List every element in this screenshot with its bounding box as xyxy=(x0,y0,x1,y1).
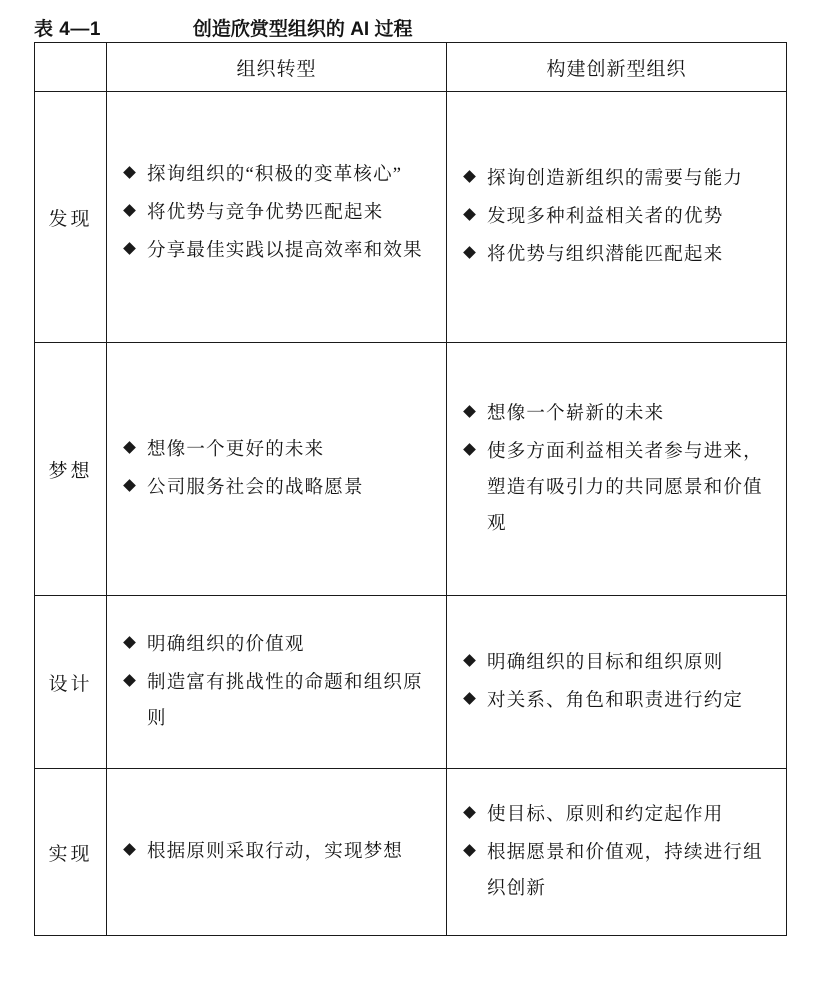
table-caption xyxy=(0,0,819,40)
list-item-text: 根据原则采取行动，实现梦想 xyxy=(147,842,404,862)
list-item-text: 想像一个崭新的未来 xyxy=(487,404,665,424)
list-item-text: 公司服务社会的战略愿景 xyxy=(147,478,364,498)
cell-deliver-transform xyxy=(107,769,447,936)
list-item xyxy=(123,233,434,269)
table-header xyxy=(35,43,787,92)
list-item-text: 使目标、原则和约定起作用 xyxy=(487,805,724,825)
bullet-list xyxy=(447,378,786,560)
bullet-list xyxy=(447,627,786,737)
diamond-bullet-icon xyxy=(463,654,476,667)
list-item-text: 制造富有挑战性的命题和组织原则 xyxy=(147,673,423,729)
bullet-list xyxy=(447,779,786,925)
diamond-bullet-icon xyxy=(123,674,136,687)
list-item-text: 将优势与竞争优势匹配起来 xyxy=(147,203,384,223)
list-item-text: 发现多种利益相关者的优势 xyxy=(487,207,724,227)
diamond-bullet-icon xyxy=(123,843,136,856)
header-cell-stage xyxy=(35,43,107,92)
cell-dream-transform xyxy=(107,343,447,596)
bullet-list xyxy=(447,143,786,291)
cell-discover-transform xyxy=(107,92,447,343)
diamond-bullet-icon xyxy=(463,405,476,418)
header-stage-label xyxy=(35,43,106,91)
list-item-text: 对关系、角色和职责进行约定 xyxy=(487,691,744,711)
diamond-bullet-icon xyxy=(123,636,136,649)
list-item xyxy=(463,645,774,681)
diamond-bullet-icon xyxy=(463,170,476,183)
list-item-text: 使多方面利益相关者参与进来，塑造有吸引力的共同愿景和价值观 xyxy=(487,442,763,534)
diamond-bullet-icon xyxy=(463,443,476,456)
ai-process-table xyxy=(34,42,787,936)
list-item xyxy=(123,195,434,231)
header-col1-label: 组织转型 xyxy=(236,58,317,80)
list-item xyxy=(123,432,434,468)
table-row xyxy=(35,769,787,936)
table-row xyxy=(35,596,787,769)
list-item-text: 探询创造新组织的需要与能力 xyxy=(487,169,744,189)
bullet-list xyxy=(107,147,446,287)
list-item xyxy=(123,834,434,870)
header-cell-col2 xyxy=(447,43,787,92)
diamond-bullet-icon xyxy=(123,166,136,179)
diamond-bullet-icon xyxy=(463,692,476,705)
cell-design-innovate xyxy=(447,596,787,769)
table-header-row xyxy=(35,43,787,92)
list-item-text: 明确组织的价值观 xyxy=(147,635,305,655)
table-row xyxy=(35,343,787,596)
list-item xyxy=(123,627,434,663)
list-item-text: 明确组织的目标和组织原则 xyxy=(487,653,724,673)
list-item-text: 分享最佳实践以提高效率和效果 xyxy=(147,241,423,261)
diamond-bullet-icon xyxy=(123,242,136,255)
list-item-text: 将优势与组织潜能匹配起来 xyxy=(487,245,724,265)
list-item xyxy=(463,199,774,235)
table-row xyxy=(35,92,787,343)
list-item xyxy=(463,434,774,542)
stage-label-deliver: 实现 xyxy=(35,769,107,936)
list-item xyxy=(463,161,774,197)
diamond-bullet-icon xyxy=(123,441,136,454)
diamond-bullet-icon xyxy=(463,246,476,259)
cell-design-transform xyxy=(107,596,447,769)
cell-dream-innovate xyxy=(447,343,787,596)
list-item xyxy=(463,835,774,907)
cell-discover-innovate xyxy=(447,92,787,343)
list-item xyxy=(123,157,434,193)
bullet-list xyxy=(107,816,446,888)
caption-number: 表 4—1 xyxy=(34,19,101,40)
diamond-bullet-icon xyxy=(123,479,136,492)
list-item-text: 根据愿景和价值观，持续进行组织创新 xyxy=(487,843,763,899)
diamond-bullet-icon xyxy=(123,204,136,217)
list-item xyxy=(123,665,434,737)
stage-label-design: 设计 xyxy=(35,596,107,769)
list-item xyxy=(463,797,774,833)
list-item xyxy=(463,237,774,273)
bullet-list xyxy=(107,609,446,755)
diamond-bullet-icon xyxy=(463,806,476,819)
stage-label-dream: 梦想 xyxy=(35,343,107,596)
list-item xyxy=(123,470,434,506)
list-item xyxy=(463,683,774,719)
bullet-list xyxy=(107,414,446,524)
stage-label-discover: 发现 xyxy=(35,92,107,343)
list-item-text: 想像一个更好的未来 xyxy=(147,440,325,460)
cell-deliver-innovate xyxy=(447,769,787,936)
diamond-bullet-icon xyxy=(463,208,476,221)
header-col2-label: 构建创新型组织 xyxy=(546,58,687,80)
header-cell-col1 xyxy=(107,43,447,92)
list-item xyxy=(463,396,774,432)
diamond-bullet-icon xyxy=(463,844,476,857)
caption-title: 创造欣赏型组织的 AI 过程 xyxy=(192,19,413,40)
table-body xyxy=(35,92,787,936)
list-item-text: 探询组织的“积极的变革核心” xyxy=(147,165,403,185)
